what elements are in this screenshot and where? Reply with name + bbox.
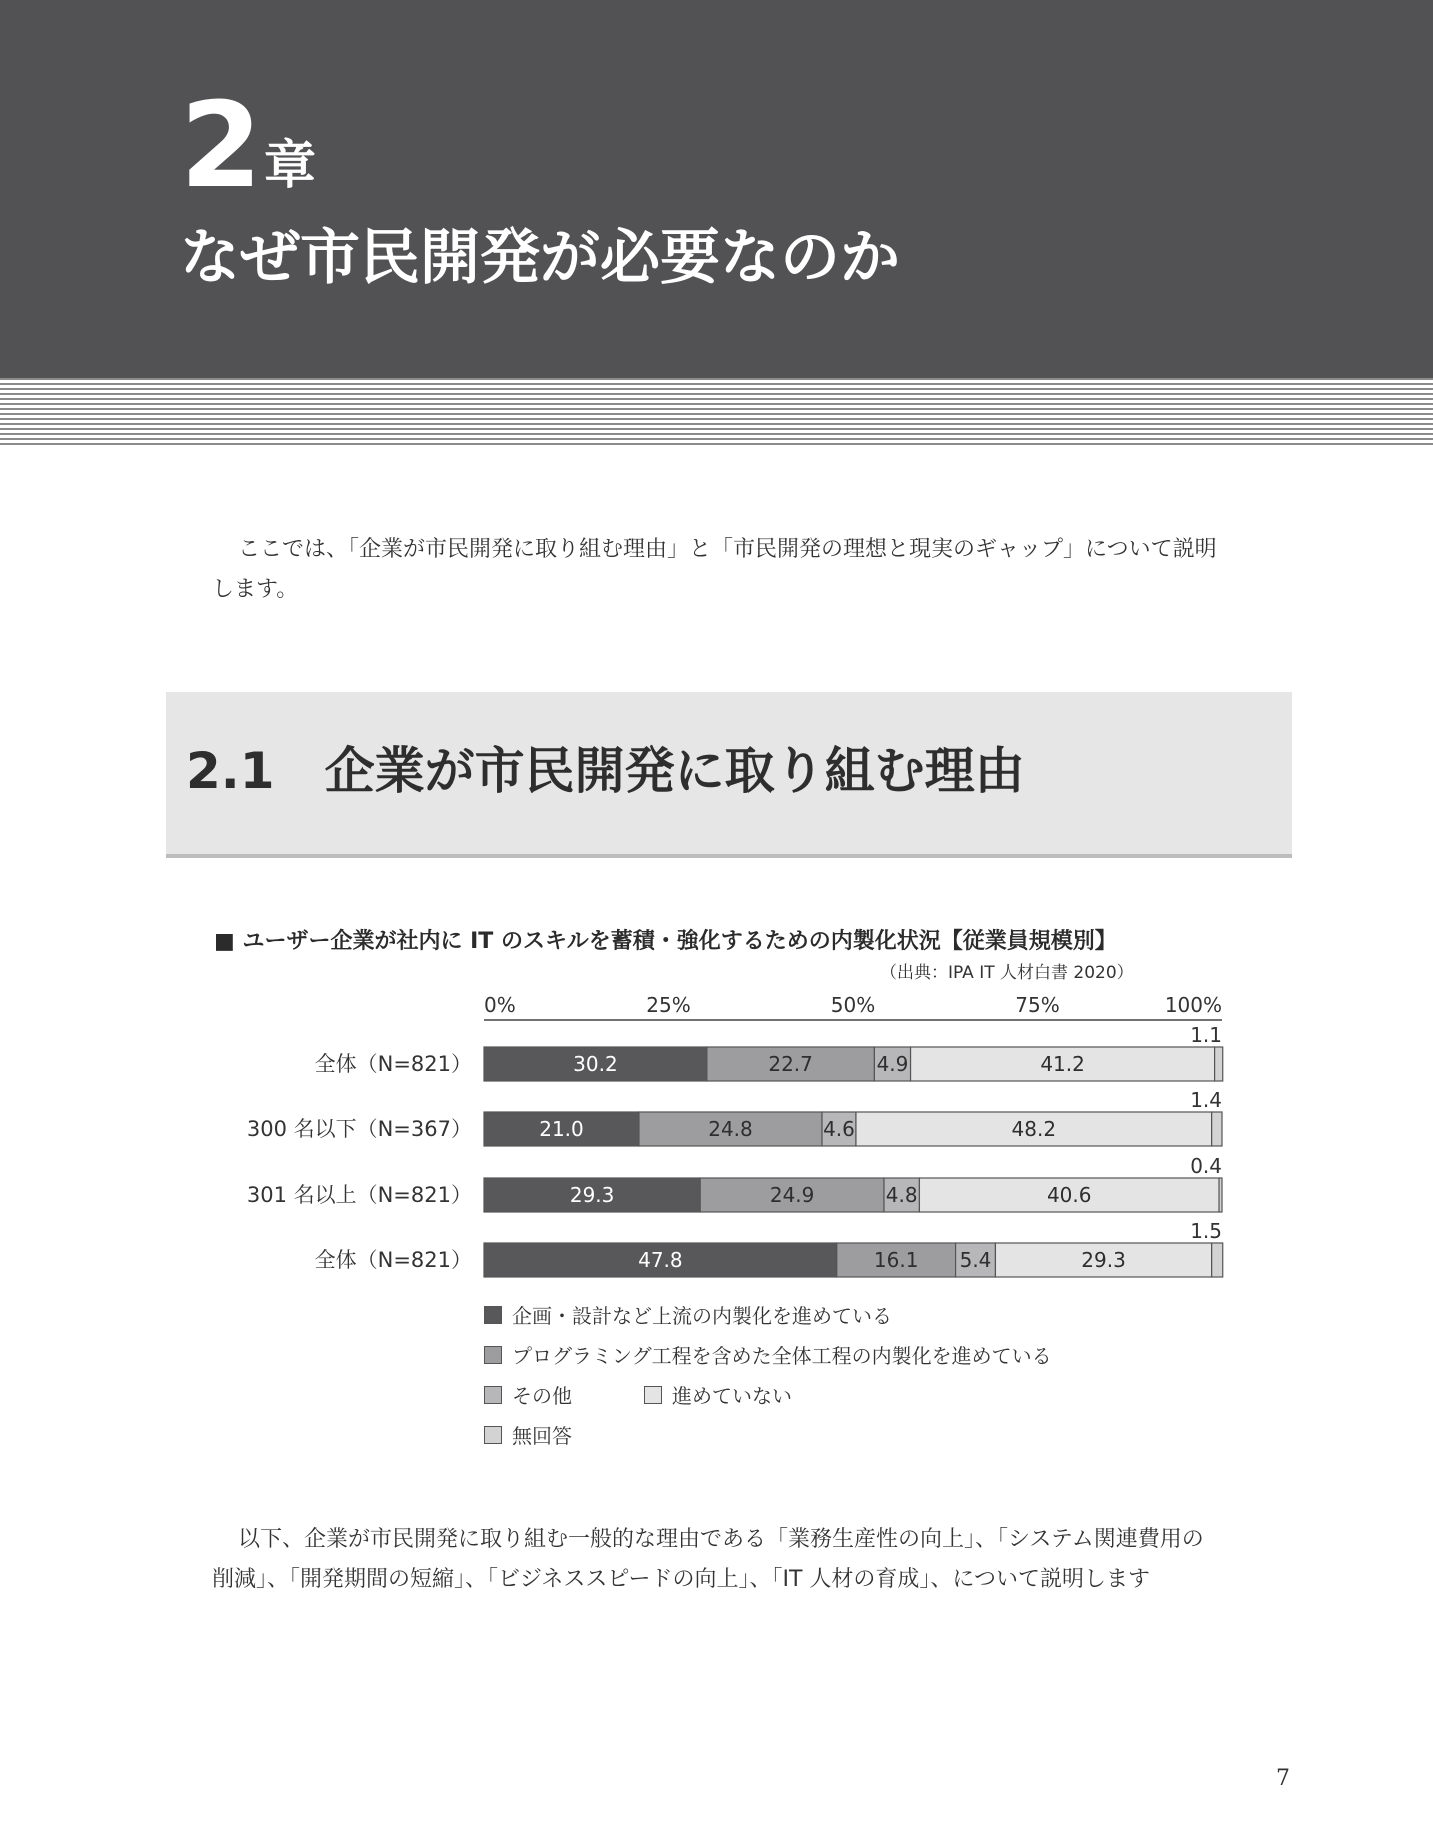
data-label: 24.8 xyxy=(708,1117,753,1141)
legend-label: 進めていない xyxy=(672,1384,792,1408)
closing-line-2: 削減」、「開発期間の短縮」、「ビジネススピードの向上」、「IT 人材の育成」、について説明します xyxy=(212,1567,1150,1592)
data-label: 41.2 xyxy=(1040,1052,1085,1076)
legend-swatch xyxy=(484,1426,502,1444)
data-label: 29.3 xyxy=(1081,1248,1126,1272)
intro-line-2: します。 xyxy=(212,577,299,602)
legend-swatch xyxy=(484,1306,502,1324)
bar-segment xyxy=(1212,1112,1222,1146)
chart-title: ■ ユーザー企業が社内に IT のスキルを蓄積・強化するための内製化状況【従業員規模別】 xyxy=(214,929,1117,954)
data-label: 4.9 xyxy=(876,1052,909,1076)
category-label: 300 名以下（N=367） xyxy=(246,1117,472,1141)
category-label: 301 名以上（N=821） xyxy=(246,1183,472,1207)
data-label: 0.4 xyxy=(1190,1154,1222,1178)
legend-label: プログラミング工程を含めた全体工程の内製化を進めている xyxy=(512,1344,1052,1368)
data-label: 29.3 xyxy=(569,1183,615,1207)
data-label: 16.1 xyxy=(873,1248,919,1272)
data-label: 40.6 xyxy=(1046,1183,1092,1207)
axis-tick-label: 25% xyxy=(646,993,691,1017)
category-label: 全体（N=821） xyxy=(314,1052,472,1076)
legend-item xyxy=(484,1380,572,1409)
chapter-suffix: 章 xyxy=(264,136,317,196)
chapter-number: 2 xyxy=(180,76,261,214)
legend-label: 無回答 xyxy=(512,1424,572,1448)
data-label: 24.9 xyxy=(769,1183,815,1207)
legend-item xyxy=(484,1340,1052,1369)
bar-segment xyxy=(1215,1047,1223,1081)
legend-item xyxy=(484,1300,892,1329)
data-label: 48.2 xyxy=(1011,1117,1057,1141)
chart-source: （出典：IPA IT 人材白書 2020） xyxy=(880,963,1134,983)
axis-tick-label: 50% xyxy=(830,993,876,1017)
data-label: 47.8 xyxy=(638,1248,683,1272)
data-label: 21.0 xyxy=(539,1117,584,1141)
legend-label: 企画・設計など上流の内製化を進めている xyxy=(512,1304,892,1328)
legend-label: その他 xyxy=(512,1384,572,1408)
axis-tick-label: 100% xyxy=(1164,993,1222,1017)
data-label: 5.4 xyxy=(959,1248,992,1272)
data-label: 30.2 xyxy=(573,1052,618,1076)
page-number: 7 xyxy=(1276,1766,1290,1791)
axis-tick-label: 75% xyxy=(1015,993,1060,1017)
legend-item xyxy=(644,1380,792,1409)
category-label: 全体（N=821） xyxy=(314,1248,472,1272)
intro-line-1: ここでは、「企業が市民開発に取り組む理由」と「市民開発の理想と現実のギャップ」について説明 xyxy=(238,537,1217,562)
data-label: 4.6 xyxy=(823,1117,855,1141)
bar-segment xyxy=(1219,1178,1222,1212)
axis-tick-label: 0% xyxy=(484,993,516,1017)
legend-swatch xyxy=(484,1346,502,1364)
legend-item xyxy=(484,1420,572,1449)
legend-swatch xyxy=(484,1386,502,1404)
closing-line-1: 以下、企業が市民開発に取り組む一般的な理由である「業務生産性の向上」、「システム関連費用の xyxy=(238,1527,1204,1552)
data-label: 1.1 xyxy=(1190,1023,1222,1047)
data-label: 1.5 xyxy=(1190,1219,1222,1243)
data-label: 22.7 xyxy=(768,1052,813,1076)
bar-segment xyxy=(1212,1243,1223,1277)
closing-paragraph xyxy=(212,1520,1292,1600)
legend-swatch xyxy=(644,1386,662,1404)
section-title: 2.1 企業が市民開発に取り組む理由 xyxy=(186,742,1025,800)
data-label: 1.4 xyxy=(1190,1088,1222,1112)
chapter-title: なぜ市民開発が必要なのか xyxy=(180,223,900,293)
data-label: 4.8 xyxy=(885,1183,918,1207)
